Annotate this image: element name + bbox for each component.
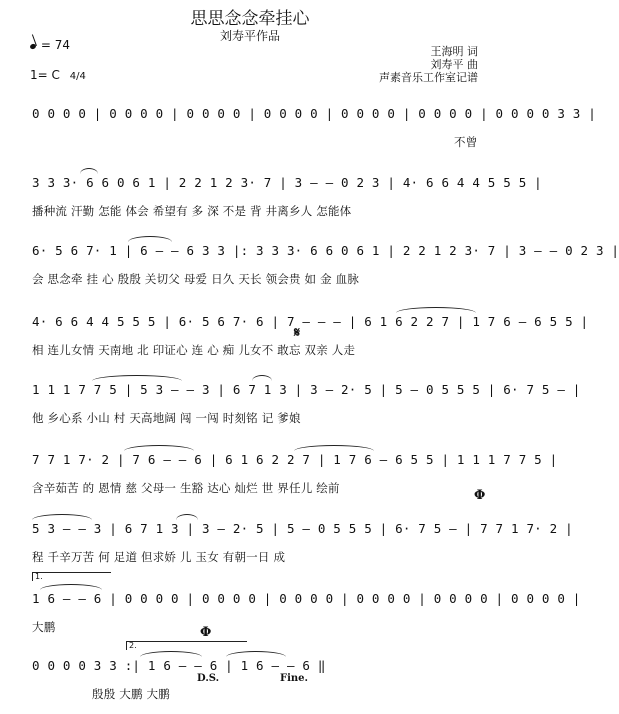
lyrics-row-8: 大鹏 <box>32 620 56 634</box>
lyrics-row-1: 不曾 <box>454 135 478 149</box>
ds-marking: D.S. <box>197 673 220 684</box>
volta-2-label: 2. <box>129 641 137 650</box>
lyricist-credit: 王海明 词 <box>430 45 478 58</box>
credits-block <box>379 45 478 84</box>
lyrics-row-2: 播种流 汗勤 怎能 体会 希望有 多 深 不是 背 井离乡人 怎能体 <box>32 204 352 218</box>
key-signature <box>30 68 86 82</box>
time-signature: 4/4 <box>69 71 86 82</box>
lyrics-row-9: 殷殷 大鹏 大鹏 <box>92 687 170 701</box>
transcriber-credit: 声素音乐工作室记谱 <box>379 71 478 84</box>
composer-credit: 刘寿平 曲 <box>430 58 478 71</box>
lyrics-row-6: 含辛茹苦 的 恩情 慈 父母一 生豁 达心 灿烂 世 界任儿 绘前 <box>32 481 340 495</box>
notation-row-7: 5 3 – – 3 | 6 7 1 3 | 3 – 2· 5 | 5 – 0 5 5 5 | 6· 7 5 – | 7 7 1 7· 2 | <box>32 521 573 536</box>
notation-row-8: 1 6 – – 6 | 0 0 0 0 | 0 0 0 0 | 0 0 0 0 | 0 0 0 0 | 0 0 0 0 | 0 0 0 0 | <box>32 591 581 606</box>
notation-row-9: 0 0 0 0 3 3 :| 1 6 – – 6 | 1 6 – – 6 ‖ <box>32 658 326 673</box>
coda-sign-1: Φ <box>474 488 486 503</box>
notation-row-3: 6· 5 6 7· 1 | 6 – – 6 3 3 |: 3 3 3· 6 6 0 6 1 | 2 2 1 2 3· 7 | 3 – – 0 2 3 | <box>32 243 619 258</box>
lyrics-row-3: 会 思念牵 挂 心 殷殷 关切父 母爱 日久 天长 领会贵 如 金 血脉 <box>32 272 360 286</box>
tempo-marking <box>30 38 70 52</box>
notation-row-5: 1 1 1 7 7 5 | 5 3 – – 3 | 6 7 1 3 | 3 – 2· 5 | 5 – 0 5 5 5 | 6· 7 5 – | <box>32 382 581 397</box>
volta-1-label: 1. <box>35 572 43 581</box>
score-title: 思思念念牵挂心 <box>190 9 310 29</box>
notation-row-2: 3 3 3· 6 6 0 6 1 | 2 2 1 2 3· 7 | 3 – – 0 2 3 | 4· 6 6 4 4 5 5 5 | <box>32 175 542 190</box>
notation-row-1: 0 0 0 0 | 0 0 0 0 | 0 0 0 0 | 0 0 0 0 | 0 0 0 0 | 0 0 0 0 | 0 0 0 0 3 3 | <box>32 106 596 121</box>
key-label: 1= C <box>30 68 60 82</box>
quarter-note-icon <box>29 43 36 50</box>
score-subtitle: 刘寿平作品 <box>219 29 280 43</box>
lyrics-row-7: 程 千辛万苦 何 足道 但求娇 儿 玉女 有朝一日 成 <box>32 550 286 564</box>
fine-marking: Fine. <box>280 673 309 684</box>
lyrics-row-4: 相 连儿女情 天南地 北 印证心 连 心 痴 儿女不 敢忘 双亲 人走 <box>32 343 356 357</box>
lyrics-row-5: 他 乡心系 小山 村 天高地阔 闯 一闯 时刻铭 记 爹娘 <box>32 411 301 425</box>
segno-sign: 𝄋 <box>294 325 301 341</box>
coda-sign-2: Φ <box>200 625 212 640</box>
notation-row-6: 7 7 1 7· 2 | 7 6 – – 6 | 6 1 6 2 2 7 | 1 7 6 – 6 5 5 | 1 1 1 7 7 5 | <box>32 452 558 467</box>
tempo-value: = 74 <box>40 38 70 52</box>
notation-row-4: 4· 6 6 4 4 5 5 5 | 6· 5 6 7· 6 | 7 – – – | 6 1 6 2 2 7 | 1 7 6 – 6 5 5 | <box>32 314 589 329</box>
